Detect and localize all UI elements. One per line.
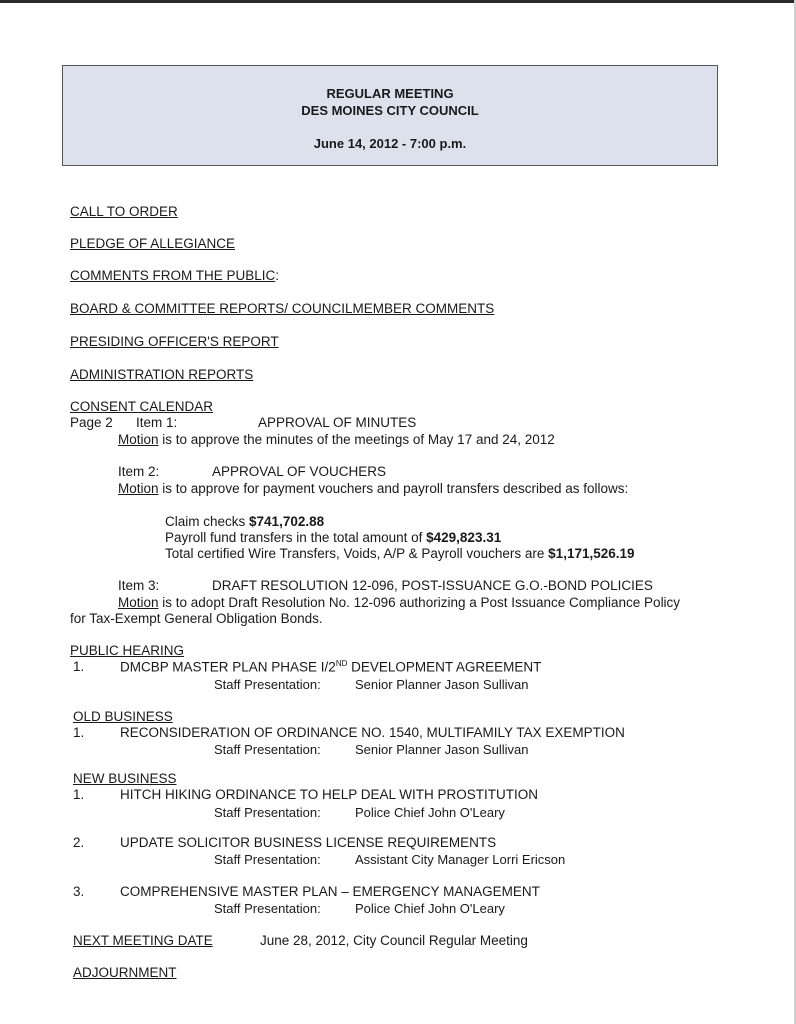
public-comments-label: COMMENTS FROM THE PUBLIC — [70, 268, 276, 283]
new-business-item-number: 3. — [73, 884, 85, 899]
motion-word: Motion — [118, 481, 159, 496]
payroll-line — [165, 530, 501, 545]
old-business-number: 1. — [73, 725, 85, 740]
next-meeting-value: June 28, 2012, City Council Regular Meeting — [260, 933, 528, 948]
staff-presentation-label: Staff Presentation: — [214, 805, 321, 820]
item3-motion — [118, 595, 680, 610]
meeting-type: REGULAR MEETING — [326, 86, 454, 101]
claim-checks-line — [165, 514, 324, 529]
staff-presentation-label: Staff Presentation: — [214, 901, 321, 916]
total-label: Total certified Wire Transfers, Voids, A/P & Payroll vouchers are — [165, 546, 549, 561]
new-business-item-presenter: Assistant City Manager Lorri Ericson — [355, 852, 566, 867]
public-hearing-number: 1. — [73, 659, 85, 674]
item2-motion — [118, 481, 628, 496]
item2-title: APPROVAL OF VOUCHERS — [212, 464, 387, 479]
total-value: $1,171,526.19 — [548, 546, 635, 561]
public-hearing-presenter: Senior Planner Jason Sullivan — [355, 677, 529, 692]
presiding-officer-heading: PRESIDING OFFICER'S REPORT — [70, 334, 279, 349]
staff-presentation-label: Staff Presentation: — [214, 852, 321, 867]
item1-motion-text: is to approve the minutes of the meetings of May 17 and 24, 2012 — [158, 432, 555, 447]
meeting-date: June 14, 2012 - 7:00 p.m. — [313, 136, 467, 151]
old-business-presenter: Senior Planner Jason Sullivan — [355, 742, 529, 757]
old-business-heading: OLD BUSINESS — [73, 709, 173, 724]
claim-checks-label: Claim checks — [165, 514, 250, 529]
item3-label: Item 3: — [118, 578, 160, 593]
new-business-item-presenter: Police Chief John O'Leary — [355, 805, 505, 820]
payroll-label: Payroll fund transfers in the total amount of — [165, 530, 427, 545]
public-hearing-heading: PUBLIC HEARING — [70, 643, 185, 658]
new-business-item-presenter: Police Chief John O'Leary — [355, 901, 505, 916]
board-reports-heading: BOARD & COMMITTEE REPORTS/ COUNCILMEMBER COMMENTS — [70, 301, 495, 316]
public-comments-colon: : — [275, 268, 280, 283]
staff-presentation-label: Staff Presentation: — [214, 742, 321, 757]
public-comments-heading — [70, 268, 279, 283]
public-hearing-title — [120, 659, 541, 675]
item1-title: APPROVAL OF MINUTES — [258, 415, 417, 430]
motion-word: Motion — [118, 595, 159, 610]
payroll-value: $429,823.31 — [426, 530, 502, 545]
new-business-item-number: 1. — [73, 787, 85, 802]
consent-calendar-heading: CONSENT CALENDAR — [70, 399, 214, 414]
old-business-title: RECONSIDERATION OF ORDINANCE NO. 1540, MULTIFAMILY TAX EXEMPTION — [120, 725, 625, 740]
public-hearing-title-a: DMCBP MASTER PLAN PHASE I/2 — [120, 659, 336, 675]
new-business-item-number: 2. — [73, 835, 85, 850]
item1-motion — [118, 432, 555, 447]
motion-word: Motion — [118, 432, 159, 447]
adjournment-heading: ADJOURNMENT — [73, 965, 177, 980]
item3-motion-continued: for Tax-Exempt General Obligation Bonds. — [70, 611, 323, 626]
new-business-item-title: UPDATE SOLICITOR BUSINESS LICENSE REQUIREMENTS — [120, 835, 497, 850]
meeting-header — [62, 65, 718, 166]
admin-reports-heading: ADMINISTRATION REPORTS — [70, 367, 254, 382]
top-border — [0, 0, 796, 3]
council-name: DES MOINES CITY COUNCIL — [301, 103, 479, 118]
item3-title: DRAFT RESOLUTION 12-096, POST-ISSUANCE G.O.-BOND POLICIES — [212, 578, 653, 593]
item2-motion-text: is to approve for payment vouchers and payroll transfers described as follows: — [158, 481, 629, 496]
item1-label: Item 1: — [136, 415, 178, 430]
next-meeting-label: NEXT MEETING DATE — [73, 933, 213, 948]
public-hearing-title-b: DEVELOPMENT AGREEMENT — [347, 659, 542, 675]
new-business-item-title: COMPREHENSIVE MASTER PLAN – EMERGENCY MANAGEMENT — [120, 884, 540, 899]
staff-presentation-label: Staff Presentation: — [214, 677, 321, 692]
total-line — [165, 546, 635, 561]
new-business-heading: NEW BUSINESS — [73, 771, 177, 786]
item3-motion-text: is to adopt Draft Resolution No. 12-096 authorizing a Post Issuance Compliance Policy — [158, 595, 681, 610]
pledge-heading: PLEDGE OF ALLEGIANCE — [70, 236, 236, 251]
new-business-item-title: HITCH HIKING ORDINANCE TO HELP DEAL WITH PROSTITUTION — [120, 787, 539, 802]
page-reference: Page 2 — [70, 415, 113, 430]
claim-checks-value: $741,702.88 — [249, 514, 325, 529]
public-hearing-title-sup: ND — [335, 659, 348, 668]
item2-label: Item 2: — [118, 464, 160, 479]
call-to-order-heading: CALL TO ORDER — [70, 204, 178, 219]
